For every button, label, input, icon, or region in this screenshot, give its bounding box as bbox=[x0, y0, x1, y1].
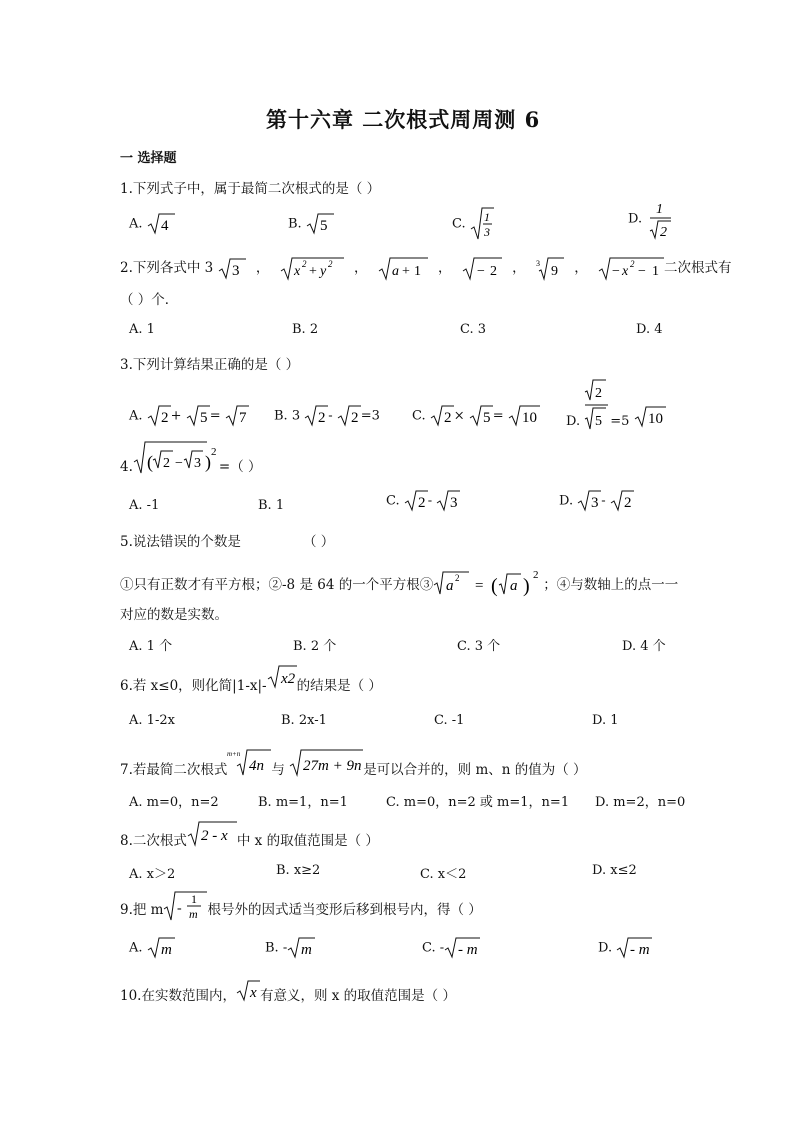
svg-text:x: x bbox=[249, 984, 257, 1001]
sqrt-5 bbox=[306, 213, 334, 235]
option-letter: B. bbox=[281, 713, 295, 728]
option-value: 3 bbox=[477, 322, 487, 337]
svg-text:−: − bbox=[174, 456, 183, 471]
option-value: 2 bbox=[309, 322, 319, 337]
option-letter: A. bbox=[129, 216, 143, 232]
question-7-option-c[interactable] bbox=[386, 791, 569, 810]
sqrt-7 bbox=[225, 405, 249, 427]
option-letter: B. - bbox=[265, 940, 288, 956]
svg-text:-: - bbox=[177, 901, 183, 916]
question-6-suffix: 的结果是（ ） bbox=[296, 678, 382, 694]
question-2-option-b[interactable] bbox=[292, 322, 318, 337]
question-6-option-c[interactable] bbox=[434, 713, 464, 728]
svg-text:2: 2 bbox=[162, 456, 170, 471]
sqrt-2 bbox=[147, 405, 171, 427]
option-letter: C. bbox=[434, 713, 448, 728]
question-2-option-c[interactable] bbox=[460, 322, 486, 337]
svg-text:1: 1 bbox=[413, 263, 421, 279]
question-5-option-a[interactable] bbox=[129, 635, 172, 654]
sqrt-2 bbox=[430, 405, 454, 427]
svg-text:- m: - m bbox=[458, 942, 478, 958]
question-5-option-d[interactable] bbox=[622, 635, 666, 654]
question-6-option-b[interactable] bbox=[281, 713, 327, 728]
sqrt-2 bbox=[337, 405, 361, 427]
question-8-text bbox=[120, 820, 379, 849]
option-letter: C. bbox=[386, 493, 400, 509]
option-letter: C. bbox=[412, 408, 426, 424]
svg-text:2: 2 bbox=[595, 386, 603, 401]
question-8-option-c[interactable] bbox=[420, 863, 466, 882]
svg-text:+: + bbox=[401, 263, 410, 279]
option-value: m=1，n=1 bbox=[275, 795, 348, 810]
question-9-prefix: 9.把 m bbox=[120, 901, 164, 918]
sqrt-x-squared bbox=[267, 665, 297, 689]
statement-part: ①只有正数才有平方根；②-8 是 64 的一个平方根③ bbox=[120, 576, 434, 593]
sqrt-3 bbox=[436, 490, 460, 512]
svg-text:−: − bbox=[638, 263, 646, 279]
sqrt-minus-one-over-m bbox=[163, 890, 207, 922]
option-letter: B. bbox=[258, 795, 272, 810]
svg-text:5: 5 bbox=[199, 410, 208, 426]
option-letter: A. bbox=[129, 639, 143, 654]
option-value: x＜2 bbox=[437, 867, 467, 882]
question-5-statements bbox=[120, 568, 678, 598]
option-letter: D. bbox=[559, 493, 574, 509]
svg-text:2: 2 bbox=[489, 263, 497, 279]
option-letter: D. bbox=[595, 795, 610, 810]
one-over-sqrt-2 bbox=[646, 199, 672, 239]
svg-text:2: 2 bbox=[443, 410, 452, 426]
svg-text:2: 2 bbox=[660, 225, 668, 240]
sqrt-3 bbox=[577, 490, 601, 512]
option-value: 4 个 bbox=[640, 639, 666, 654]
svg-text:x: x bbox=[622, 263, 629, 279]
question-9-option-b[interactable] bbox=[265, 937, 315, 959]
sqrt-x bbox=[236, 980, 260, 1002]
svg-text:−: − bbox=[612, 263, 620, 279]
option-letter: B. bbox=[293, 639, 307, 654]
svg-text:27m + 9n: 27m + 9n bbox=[303, 758, 362, 774]
svg-text:3: 3 bbox=[535, 258, 540, 268]
question-3-option-a[interactable]: A. 2 + 5 = 7 bbox=[129, 405, 249, 427]
question-10-prefix: 10.在实数范围内， bbox=[120, 988, 236, 1004]
question-5-text: 5.说法错误的个数是 bbox=[120, 534, 241, 550]
question-4-text bbox=[120, 440, 262, 474]
question-9-option-d[interactable] bbox=[598, 937, 652, 959]
question-3-option-b[interactable]: B. 3 2 - 2 =3 bbox=[274, 405, 380, 427]
question-8-option-d[interactable] bbox=[592, 863, 637, 878]
question-6-option-d[interactable] bbox=[592, 713, 619, 728]
svg-text:- m: - m bbox=[630, 942, 650, 958]
sqrt-one-third bbox=[470, 207, 494, 241]
sqrt-4 bbox=[147, 213, 175, 235]
sqrt-2 bbox=[404, 490, 428, 512]
svg-text:2 - x: 2 - x bbox=[200, 828, 228, 844]
option-letter: D. bbox=[598, 940, 613, 956]
question-4-option-a[interactable] bbox=[129, 498, 159, 513]
question-2-text: 2.下列各式中 3 3 ， x 2 + y 2 ， a + 1 ， − 2 ， 3 9 ， − x 2 − 1 二次根式有 bbox=[120, 258, 732, 279]
question-6-text bbox=[120, 664, 382, 694]
sqrt-m bbox=[287, 937, 315, 959]
option-letter: A. bbox=[129, 940, 143, 956]
page-title: 第十六章 二次根式周周测 6 bbox=[266, 107, 541, 132]
svg-text:a: a bbox=[391, 263, 399, 279]
svg-text:2: 2 bbox=[350, 410, 359, 426]
question-2-option-a[interactable] bbox=[129, 322, 155, 337]
svg-text:1: 1 bbox=[483, 210, 490, 224]
question-5-statement-line2: 对应的数是实数。 bbox=[120, 607, 228, 623]
section-heading: 一 选择题 bbox=[120, 151, 177, 166]
sqrt-2 bbox=[304, 405, 328, 427]
statement-part: ；④与数轴上的点一一 bbox=[543, 576, 679, 593]
option-value: x≤2 bbox=[610, 863, 637, 878]
sqrt2-over-sqrt5 bbox=[584, 378, 610, 432]
question-1-option-c[interactable] bbox=[452, 207, 494, 241]
option-value: 2 个 bbox=[310, 639, 337, 654]
question-8-suffix: 中 x 的取值范围是（ ） bbox=[236, 832, 379, 849]
option-value: m=2，n=0 bbox=[613, 795, 686, 810]
option-letter: A. bbox=[129, 408, 143, 424]
option-value: x≥2 bbox=[293, 863, 321, 878]
question-7-mid: 与 bbox=[271, 761, 285, 778]
option-value: m=0，n=2 bbox=[146, 795, 219, 810]
question-1-option-d[interactable] bbox=[628, 199, 672, 239]
svg-text:(: ( bbox=[146, 452, 153, 472]
option-letter: B. bbox=[292, 322, 306, 337]
question-7-text bbox=[120, 748, 587, 776]
svg-text:1: 1 bbox=[656, 202, 664, 217]
svg-text:10: 10 bbox=[647, 411, 663, 427]
option-letter: C. - bbox=[422, 940, 445, 956]
option-letter: B. bbox=[276, 863, 290, 878]
sqrt-5 bbox=[186, 405, 210, 427]
question-10-text bbox=[120, 978, 456, 1002]
sqrt-3 bbox=[218, 258, 246, 280]
option-value: 3 个 bbox=[474, 639, 501, 654]
question-2-line2: （ ）个． bbox=[120, 292, 179, 308]
question-3-option-c[interactable]: C. 2 × 5 = 10 bbox=[412, 405, 540, 427]
question-5-option-c[interactable] bbox=[457, 635, 500, 654]
question-6-option-a[interactable] bbox=[129, 713, 175, 728]
option-value: 2x-1 bbox=[298, 713, 327, 728]
sqrt-minus-m bbox=[616, 937, 652, 959]
option-letter: D. bbox=[592, 713, 607, 728]
svg-text:3: 3 bbox=[591, 495, 599, 511]
question-7-option-b[interactable] bbox=[258, 791, 348, 810]
sqrt-m bbox=[147, 937, 175, 959]
question-7-suffix: 是可以合并的，则 m、n 的值为（ ） bbox=[363, 761, 587, 778]
question-4-option-b[interactable] bbox=[258, 498, 284, 513]
question-8-option-b[interactable] bbox=[276, 863, 320, 878]
option-letter: A. bbox=[129, 713, 143, 728]
option-letter: D. bbox=[592, 863, 607, 878]
option-letter: B. bbox=[258, 498, 272, 513]
question-7-option-d[interactable] bbox=[595, 791, 685, 810]
option-value: m=0，n=2 或 m=1，n=1 bbox=[403, 795, 570, 810]
svg-text:2: 2 bbox=[417, 495, 426, 511]
sqrt-5 bbox=[469, 405, 493, 427]
question-5-option-b[interactable] bbox=[293, 635, 336, 654]
svg-text:x2: x2 bbox=[280, 670, 295, 687]
sqrt-minus-2 bbox=[462, 257, 502, 281]
question-9-option-c[interactable] bbox=[422, 937, 480, 959]
svg-text:5: 5 bbox=[319, 218, 328, 234]
option-value: -1 bbox=[146, 498, 160, 513]
question-2-prefix: 2.下列各式中 3 bbox=[120, 260, 214, 276]
svg-text:9: 9 bbox=[550, 263, 558, 279]
question-3-option-d[interactable] bbox=[566, 378, 666, 432]
question-7-option-a[interactable] bbox=[129, 791, 219, 810]
svg-text:2: 2 bbox=[210, 446, 217, 458]
root-index-m-plus-n-of-4n bbox=[227, 748, 271, 776]
svg-text:y: y bbox=[319, 263, 326, 279]
svg-text:5: 5 bbox=[482, 410, 491, 426]
question-9-text bbox=[120, 890, 482, 922]
question-6-prefix: 6.若 x≤0，则化简|1-x|- bbox=[120, 678, 267, 694]
question-10-suffix: 有意义，则 x 的取值范围是（ ） bbox=[259, 988, 456, 1004]
question-4-suffix: =（ ） bbox=[218, 458, 262, 475]
question-8-prefix: 8.二次根式 bbox=[120, 832, 187, 849]
svg-text:m: m bbox=[301, 942, 313, 958]
option-letter: C. bbox=[460, 322, 474, 337]
sqrt-10 bbox=[508, 405, 540, 427]
svg-text:): ) bbox=[204, 452, 211, 472]
sqrt-2-minus-x bbox=[187, 820, 237, 846]
svg-text:+: + bbox=[308, 263, 317, 279]
svg-text:1: 1 bbox=[191, 892, 198, 906]
svg-text:7: 7 bbox=[238, 410, 247, 426]
svg-text:5: 5 bbox=[595, 414, 603, 429]
svg-text:2: 2 bbox=[630, 258, 635, 269]
svg-text:10: 10 bbox=[521, 410, 537, 426]
option-letter: D. bbox=[566, 414, 581, 429]
question-4-prefix: 4. bbox=[120, 458, 133, 475]
question-4-option-d[interactable]: D. 3 - 2 bbox=[559, 490, 634, 512]
option-value: 1 个 bbox=[146, 639, 173, 654]
option-letter: A. bbox=[129, 867, 143, 882]
svg-text:m: m bbox=[160, 942, 172, 958]
svg-text:3: 3 bbox=[450, 495, 458, 511]
svg-text:2: 2 bbox=[318, 410, 326, 426]
svg-text:4n: 4n bbox=[249, 758, 265, 774]
option-letter: C. bbox=[386, 795, 400, 810]
option-letter: A. bbox=[129, 498, 143, 513]
svg-text:m: m bbox=[189, 907, 199, 921]
svg-text:2: 2 bbox=[327, 258, 333, 269]
svg-text:−: − bbox=[476, 263, 485, 279]
sqrt-2 bbox=[610, 490, 634, 512]
question-7-prefix: 7.若最简二次根式 bbox=[120, 761, 228, 778]
svg-text:3: 3 bbox=[483, 225, 490, 239]
svg-text:=: = bbox=[475, 578, 484, 594]
question-1-option-a[interactable] bbox=[129, 213, 175, 235]
option-letter: C. bbox=[420, 867, 434, 882]
sqrt-x2-plus-y2 bbox=[280, 257, 344, 281]
svg-text:): ) bbox=[523, 575, 530, 597]
sqrt-of-squared-difference bbox=[133, 440, 219, 474]
sqrt-a-plus-1 bbox=[378, 257, 428, 281]
svg-text:3: 3 bbox=[231, 262, 240, 279]
sqrt-minus-x2-minus-1 bbox=[598, 257, 664, 281]
option-letter: C. bbox=[452, 216, 466, 232]
question-8-option-a[interactable] bbox=[129, 863, 175, 882]
svg-text:2: 2 bbox=[160, 410, 169, 426]
option-letter: D. bbox=[628, 211, 643, 227]
question-5-paren: （ ） bbox=[303, 534, 335, 550]
option-value: 1 bbox=[275, 498, 285, 513]
question-3-text: 3.下列计算结果正确的是（ ） bbox=[120, 357, 300, 373]
svg-text:3: 3 bbox=[193, 456, 201, 471]
question-4-option-c[interactable]: C. 2 - 3 bbox=[386, 490, 460, 512]
option-value: 4 bbox=[654, 322, 663, 337]
sqrt-10 bbox=[634, 406, 666, 428]
option-value: x＞2 bbox=[146, 867, 176, 882]
sqrt-a-squared-equals-sqrt-a-squared bbox=[433, 568, 543, 598]
option-letter: A. bbox=[129, 322, 143, 337]
option-letter: D. bbox=[622, 639, 637, 654]
option-letter: B. bbox=[288, 216, 302, 232]
question-9-suffix: 根号外的因式适当变形后移到根号内，得（ ） bbox=[207, 901, 482, 918]
option-letter: D. bbox=[636, 322, 651, 337]
svg-text:(: ( bbox=[491, 575, 498, 597]
question-1-text: 1.下列式子中，属于最简二次根式的是（ ） bbox=[120, 181, 381, 197]
sqrt-minus-m bbox=[444, 937, 480, 959]
question-2-suffix: 二次根式有 bbox=[664, 260, 732, 276]
option-value: 1-2x bbox=[146, 713, 175, 728]
svg-text:2: 2 bbox=[623, 495, 632, 511]
option-value: 1 bbox=[146, 322, 155, 337]
sqrt-27m-plus-9n bbox=[289, 748, 363, 776]
question-1-option-b[interactable] bbox=[288, 213, 334, 235]
option-value: 1 bbox=[610, 713, 619, 728]
question-2-option-d[interactable] bbox=[636, 322, 663, 337]
option-value: =5 bbox=[610, 414, 630, 429]
svg-text:2: 2 bbox=[533, 569, 539, 581]
option-letter: C. bbox=[457, 639, 471, 654]
option-value: -1 bbox=[451, 713, 465, 728]
svg-text:2: 2 bbox=[455, 573, 460, 583]
svg-text:1: 1 bbox=[652, 263, 660, 279]
svg-text:a: a bbox=[510, 578, 518, 594]
question-9-option-a[interactable] bbox=[129, 937, 175, 959]
svg-text:a: a bbox=[446, 578, 454, 594]
option-value: =3 bbox=[360, 408, 380, 424]
svg-text:4: 4 bbox=[160, 218, 169, 234]
svg-text:m+n: m+n bbox=[227, 750, 241, 758]
svg-text:2: 2 bbox=[301, 258, 307, 269]
option-letter: B. 3 bbox=[274, 408, 301, 424]
option-letter: A. bbox=[129, 795, 143, 810]
svg-text:x: x bbox=[293, 263, 300, 279]
cube-root-9 bbox=[536, 257, 564, 281]
